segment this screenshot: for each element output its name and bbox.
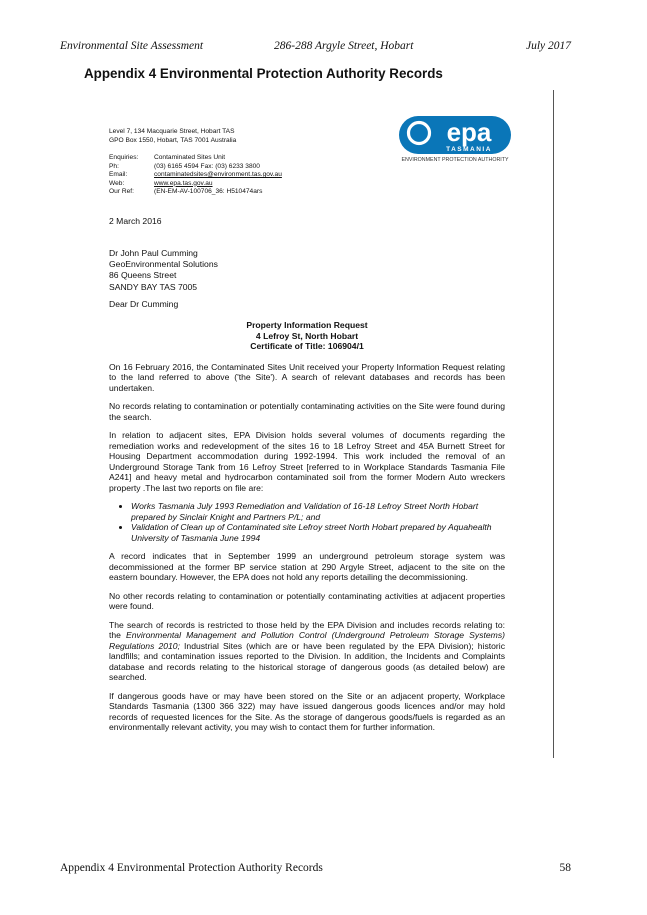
- epa-logo-badge: [399, 116, 511, 154]
- recipient-line: 86 Queens Street: [109, 270, 177, 281]
- page-number: 58: [559, 862, 571, 874]
- contact-label: Enquiries:: [109, 154, 139, 161]
- email-link[interactable]: contaminatedsites@environment.tas.gov.au: [154, 171, 282, 179]
- contact-value: (EN-EM-AV-100706_36: H510474ars: [154, 188, 263, 196]
- list-item: • Works Tasmania July 1993 Remediation and Validation of 16-18 Lefroy Street North Hobart prepared by Sinclair Knight and Partners P/L; and: [131, 501, 505, 522]
- subject-line: Property Information Request: [246, 320, 368, 330]
- regulation-title: Environmental Management and Pollution Control (Underground Petroleum Storage Systems) Regulations 2010;: [109, 630, 505, 651]
- contact-value: (03) 6165 4594 Fax: (03) 6233 3800: [154, 162, 260, 170]
- website-link[interactable]: www.epa.tas.gov.au: [154, 179, 213, 187]
- paragraph-text: The search of records is restricted to those held by the EPA Division and includes records relating to: the: [109, 619, 505, 641]
- letter-date: 2 March 2016: [109, 216, 162, 226]
- subject-line: 4 Lefroy St, North Hobart: [255, 330, 359, 341]
- running-header-center: 286-288 Argyle Street, Hobart: [274, 40, 414, 52]
- paragraph-text: Industrial Sites (which are or have been regulated by the EPA Division); historic landfills; and contamination issues reported to the Division. In addition, the Incidents and Complaints database and records relating to the historical storage of dangerous goods (as detailed below) are searched.: [109, 640, 505, 683]
- subject-line: Certificate of Title: 106904/1: [250, 341, 364, 352]
- contact-label: Email:: [109, 171, 128, 179]
- contact-label: Our Ref:: [109, 188, 134, 196]
- appendix-title: Appendix 4 Environmental Protection Authority Records: [84, 66, 443, 81]
- contact-label: Ph:: [109, 162, 119, 170]
- letter-body: [109, 362, 505, 733]
- sender-address: [109, 128, 236, 145]
- paragraph: A record indicates that in September 1999 an underground petroleum storage system was decommissioned at the former BP service station at 290 Argyle Street, adjacent to the site on the eastern boundary. However, the EPA does not hold any reports detailing the decommissioning.: [109, 551, 505, 583]
- scan-edge-line: [553, 90, 554, 758]
- epa-logo-state: TASMANIA: [446, 146, 492, 153]
- paragraph: On 16 February 2016, the Contaminated Sites Unit received your Property Information Request relating to the land referred to above ('the Site'). A search of relevant databases and records has been undertaken.: [109, 362, 505, 393]
- paragraph: If dangerous goods have or may have been stored on the Site or an adjacent property, Workplace Standards Tasmania (1300 366 322) may have issued dangerous goods licences and/or may hold records of requested licences for the Site. As the storage of dangerous goods/fuels is regarded as an environmentally relevant activity, you may wish to contact them for further information.: [109, 690, 505, 733]
- contact-details: [109, 154, 282, 197]
- list-item: • Validation of Clean up of Contaminated site Lefroy street North Hobart prepared by Aquahealth University of Tasmania June 1994: [131, 522, 505, 543]
- running-header-left: Environmental Site Assessment: [60, 40, 204, 52]
- paragraph: No other records relating to contamination or potentially contaminating activities at adjacent properties were found.: [109, 590, 505, 612]
- address-line: Level 7, 134 Macquarie Street, Hobart TAS: [109, 128, 235, 135]
- paragraph: [109, 620, 505, 683]
- report-list: [109, 501, 505, 543]
- epa-logo-subtitle: ENVIRONMENT PROTECTION AUTHORITY: [401, 157, 509, 163]
- subject-block: [109, 320, 505, 352]
- recipient-line: SANDY BAY TAS 7005: [109, 281, 198, 292]
- paragraph: No records relating to contamination or potentially contaminating activities on the Site were found during the search.: [109, 401, 505, 422]
- address-line: GPO Box 1550, Hobart, TAS 7001 Australia: [109, 136, 237, 144]
- recipient-line: GeoEnvironmental Solutions: [109, 259, 218, 270]
- salutation: Dear Dr Cumming: [109, 299, 179, 309]
- contact-label: Web:: [109, 179, 125, 187]
- recipient-line: Dr John Paul Cumming: [109, 248, 198, 258]
- footer-title: Appendix 4 Environmental Protection Authority Records: [60, 862, 323, 874]
- paragraph: In relation to adjacent sites, EPA Division holds several volumes of documents regarding the remediation works and redevelopment of the sites 16 to 18 Lefroy Street and 45A Burnett Street for Housing Department accommodation during 1992-1994. This work included the removal of an Underground Storage Tank from 16 Lefroy Street [referred to in Workplace Standards Tasmania File A241] and heavy metal and hydrocarbon contaminated soil from the former Modern Auto wreckers property .The last two reports on file are:: [109, 430, 505, 493]
- epa-logo-text: epa: [446, 117, 492, 147]
- recipient-block: [109, 248, 218, 293]
- running-header-right: July 2017: [525, 40, 571, 52]
- contact-value: Contaminated Sites Unit: [154, 154, 226, 161]
- epa-logo: [393, 116, 517, 174]
